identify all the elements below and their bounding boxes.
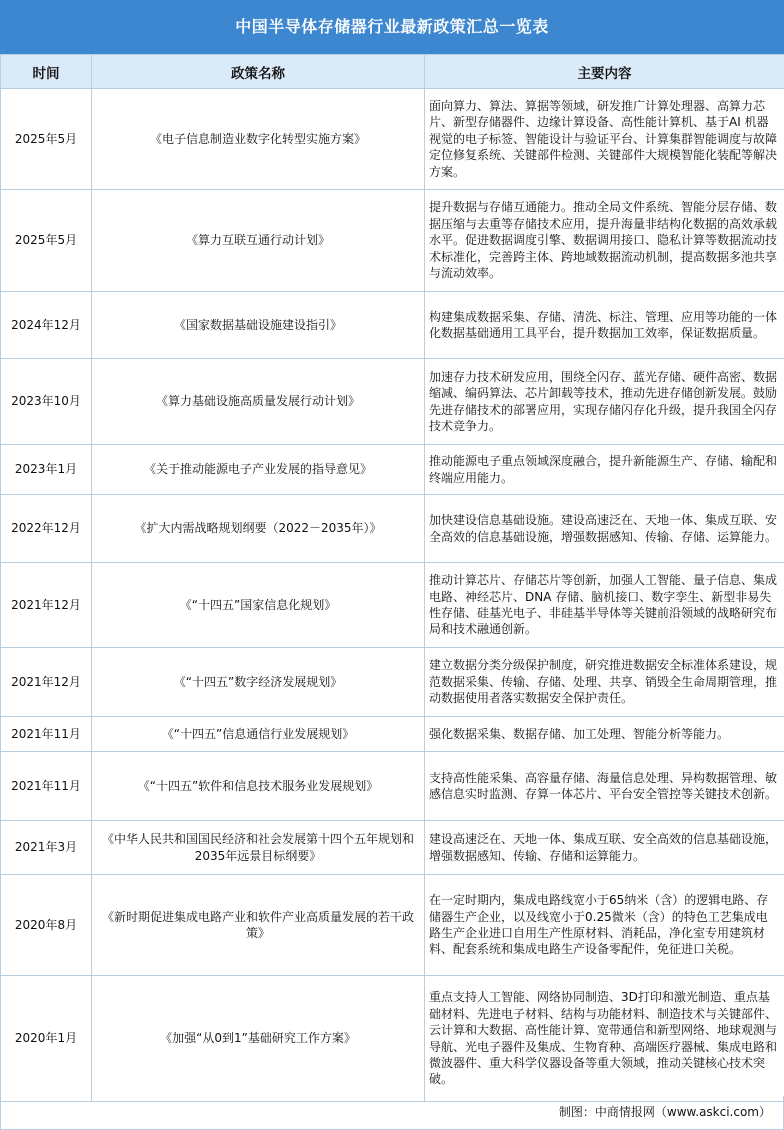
row-time: 2021年12月 (1, 563, 92, 648)
row-policy-name: 《中华人民共和国国民经济和社会发展第十四个五年规划和2035年远景目标纲要》 (92, 821, 425, 875)
row-policy-name: 《“十四五”国家信息化规划》 (92, 563, 425, 648)
row-time: 2020年1月 (1, 976, 92, 1102)
row-policy-name: 《算力互联互通行动计划》 (92, 190, 425, 292)
header-name: 政策名称 (92, 55, 425, 89)
source-credit: 制图：中商情报网（www.askci.com） (0, 1096, 784, 1130)
row-content: 面向算力、算法、算据等领域，研发推广计算处理器、高算力芯片、新型存储器件、边缘计算设备、高性能计算机、基于AI 机器视觉的电子标签、智能设计与验证平台、计算集群智能调度与故障定位修复系统、关键部件检测、关键部件大规模智能化装配等解决方案。 (425, 89, 784, 190)
row-policy-name: 《国家数据基础设施建设指引》 (92, 292, 425, 359)
row-policy-name: 《电子信息制造业数字化转型实施方案》 (92, 89, 425, 190)
row-time: 2020年8月 (1, 875, 92, 976)
row-time: 2022年12月 (1, 495, 92, 563)
row-content: 加速存力技术研发应用，围绕全闪存、蓝光存储、硬件高密、数据缩减、编码算法、芯片卸载等技术，推动先进存储创新发展。鼓励先进存储技术的部署应用，实现存储闪存化升级，提升我国全闪存技术竞争力。 (425, 359, 784, 445)
table-row (1, 495, 784, 563)
table-row (1, 821, 784, 875)
row-content: 重点支持人工智能、网络协同制造、3D打印和激光制造、重点基础材料、先进电子材料、结构与功能材料、制造技术与关键部件、云计算和大数据、高性能计算、宽带通信和新型网络、地球观测与导航、光电子器件及集成、生物育种、高端医疗器械、集成电路和微波器件、重大科学仪器设备等重大领域，推动关键核心技术突破。 (425, 976, 784, 1102)
row-content: 在一定时期内，集成电路线宽小于65纳米（含）的逻辑电路、存储器生产企业，以及线宽小于0.25微米（含）的特色工艺集成电路生产企业进口自用生产性原材料、消耗品，净化室专用建筑材料、配套系统和集成电路生产设备零配件，免征进口关税。 (425, 875, 784, 976)
row-content: 推动能源电子重点领域深度融合，提升新能源生产、存储、输配和终端应用能力。 (425, 445, 784, 495)
row-time: 2025年5月 (1, 89, 92, 190)
row-policy-name: 《扩大内需战略规划纲要（2022－2035年）》 (92, 495, 425, 563)
table-row (1, 717, 784, 752)
row-content: 提升数据与存储互通能力。推动全局文件系统、智能分层存储、数据压缩与去重等存储技术应用，提升海量非结构化数据的高效承载水平。促进数据调度引擎、数据调用接口、隐私计算等数据流动技术标准化，完善跨主体、跨地域数据流动机制，提高数据多池共享与流动效率。 (425, 190, 784, 292)
table-row (1, 752, 784, 821)
row-time: 2024年12月 (1, 292, 92, 359)
row-policy-name: 《“十四五”信息通信行业发展规划》 (92, 717, 425, 752)
row-time: 2021年11月 (1, 717, 92, 752)
row-policy-name: 《算力基础设施高质量发展行动计划》 (92, 359, 425, 445)
table-row (1, 445, 784, 495)
table-row (1, 563, 784, 648)
row-time: 2023年10月 (1, 359, 92, 445)
page-title: 中国半导体存储器行业最新政策汇总一览表 (0, 0, 784, 54)
table-row (1, 648, 784, 717)
row-content: 加快建设信息基础设施。建设高速泛在、天地一体、集成互联、安全高效的信息基础设施，增强数据感知、传输、存储、运算能力。 (425, 495, 784, 563)
row-time: 2021年11月 (1, 752, 92, 821)
table-row (1, 190, 784, 292)
row-content: 强化数据采集、数据存储、加工处理、智能分析等能力。 (425, 717, 784, 752)
table-row (1, 359, 784, 445)
row-content: 支持高性能采集、高容量存储、海量信息处理、异构数据管理、敏感信息实时监测、存算一体芯片、平台安全管控等关键技术创新。 (425, 752, 784, 821)
row-content: 建设高速泛在、天地一体、集成互联、安全高效的信息基础设施，增强数据感知、传输、存储和运算能力。 (425, 821, 784, 875)
row-content: 构建集成数据采集、存储、清洗、标注、管理、应用等功能的一体化数据基础通用工具平台，提升数据加工效率，保证数据质量。 (425, 292, 784, 359)
row-time: 2021年3月 (1, 821, 92, 875)
row-content: 推动计算芯片、存储芯片等创新，加强人工智能、量子信息、集成电路、神经芯片、DNA 存储、脑机接口、数字孪生、新型非易失性存储、硅基光电子、非硅基半导体等关键前沿领域的战略研究布局和技术融通创新。 (425, 563, 784, 648)
row-policy-name: 《加强“从0到1”基础研究工作方案》 (92, 976, 425, 1102)
table-row (1, 976, 784, 1102)
row-policy-name: 《新时期促进集成电路产业和软件产业高质量发展的若干政策》 (92, 875, 425, 976)
row-time: 2025年5月 (1, 190, 92, 292)
row-policy-name: 《“十四五”软件和信息技术服务业发展规划》 (92, 752, 425, 821)
table-row (1, 875, 784, 976)
row-content: 建立数据分类分级保护制度，研究推进数据安全标准体系建设，规范数据采集、传输、存储、处理、共享、销毁全生命周期管理，推动数据使用者落实数据安全保护责任。 (425, 648, 784, 717)
header-content: 主要内容 (425, 55, 784, 89)
table-header-row (1, 55, 784, 89)
row-policy-name: 《“十四五”数字经济发展规划》 (92, 648, 425, 717)
row-time: 2023年1月 (1, 445, 92, 495)
table-row (1, 292, 784, 359)
row-time: 2021年12月 (1, 648, 92, 717)
header-time: 时间 (1, 55, 92, 89)
policy-table (0, 54, 784, 1102)
table-row (1, 89, 784, 190)
row-policy-name: 《关于推动能源电子产业发展的指导意见》 (92, 445, 425, 495)
